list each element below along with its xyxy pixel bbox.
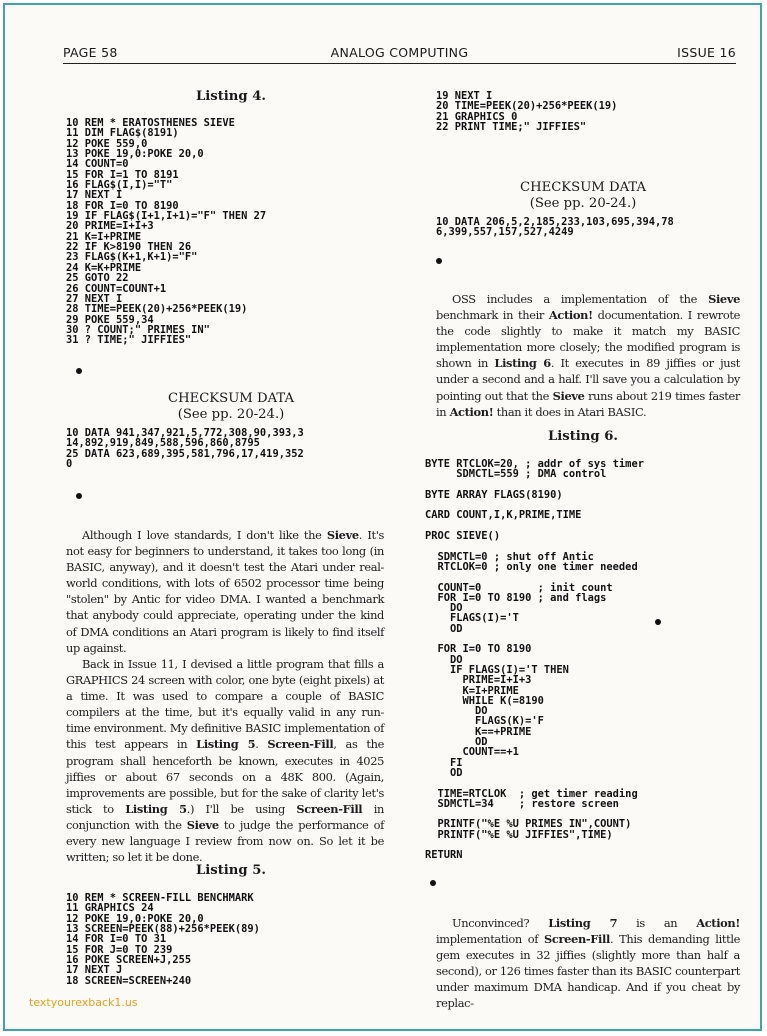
emphasis: Listing 6 xyxy=(494,356,551,371)
emphasis: Sieve xyxy=(708,292,740,306)
listing-4-title: Listing 4. xyxy=(196,89,266,104)
text-run: is an xyxy=(617,916,697,930)
checksum-4b-subtitle: (See pp. 20-24.) xyxy=(529,196,637,211)
bullet-1 xyxy=(76,368,82,374)
listing-6-title: Listing 6. xyxy=(548,429,618,444)
emphasis: Listing 5 xyxy=(196,737,256,752)
listing-6-code: BYTE RTCLOK=20, ; addr of sys timer SDMCTL=559 ; DMA control BYTE ARRAY FLAGS(8190) CARD COUNT,I,K,PRIME,TIME PROC SIEVE() SDMCTL=0 ; shut off Antic RTCLOK=0 ; only one timer needed COUNT=0 ; init count FOR I=0 TO 8190 ; and flags DO FLAGS(I)='T OD FOR I=0 TO 8190 DO IF FLAGS(I)='T THEN PRIME=I+I+3 K=I+PRIME WHILE K(=8190 DO FLAGS(K)='F K==+PRIME OD COUNT==+1 FI OD TIME=RTCLOK ; get timer reading SDMCTL=34 ; restore screen PRINTF("%E %U PRIMES IN",COUNT) PRINTF("%E %U JIFFIES",TIME) RETURN xyxy=(425,458,644,862)
bullet-5 xyxy=(430,880,436,886)
checksum-4-title: CHECKSUM DATA xyxy=(168,391,294,406)
text-run: .) I'll be using xyxy=(186,801,297,816)
text-run: than it does in Atari BASIC. xyxy=(493,404,647,419)
checksum-4-code: 10 DATA 941,347,921,5,772,308,90,393,3 14,892,919,849,588,596,860,8795 25 DATA 623,689,395,581,796,17,419,352 0 xyxy=(66,427,304,471)
magazine-title: ANALOG COMPUTING xyxy=(330,45,469,60)
emphasis: Sieve xyxy=(326,528,359,542)
bullet-2 xyxy=(76,493,82,499)
listing-4-continued-code: 19 NEXT I 20 TIME=PEEK(20)+256*PEEK(19) 21 GRAPHICS 0 22 PRINT TIME;" JIFFIES" xyxy=(436,90,618,134)
text-run: documentation. I rewrote the code slightly to make it match my BASIC implementation more closely; the modified program is shown in xyxy=(436,308,740,371)
emphasis: Action! xyxy=(548,308,593,323)
text-run: OSS includes a implementation of the xyxy=(452,292,709,306)
emphasis: Listing 7 xyxy=(548,916,618,930)
page-header xyxy=(63,45,736,64)
text-run: . xyxy=(255,737,268,752)
listing-5-code: 10 REM * SCREEN-FILL BENCHMARK 11 GRAPHICS 24 12 POKE 19,0:POKE 20,0 13 SCREEN=PEEK(88)+256*PEEK(89) 14 FOR I=0 TO 31 15 FOR J=0 TO 239 16 POKE SCREEN+J,255 17 NEXT J 18 SCREEN=SCREEN+240 xyxy=(66,892,260,987)
text-run: Although I love standards, I don't like the xyxy=(82,528,327,542)
text-run: . It executes in 89 jiffies or just under a second and a half. I'll save you a calculation by pointing out that the xyxy=(436,356,741,403)
emphasis: Listing 5 xyxy=(125,801,187,816)
emphasis: Action! xyxy=(696,916,741,930)
emphasis: Action! xyxy=(449,404,494,419)
text-run: . This demanding little gem executes in 32 jiffies (slightly more than half a second), or 126 times faster than its BASIC counterpart under maximum DMA handicap. And if you cheat by replac- xyxy=(436,932,741,1011)
text-run: . It's not easy for beginners to understand, it takes too long (in BASIC, anyway), and it doesn't test the Atari under real-world conditions, with lots of 6502 processor time being "stolen" by Antic for video DMA. I wanted a benchmark that anybody could appreciate, operating under the kind of DMA conditions an Atari program is likely to find itself up against. xyxy=(66,528,384,655)
page-number: PAGE 58 xyxy=(63,45,118,60)
text-run: in conjunction with the xyxy=(66,801,384,832)
text-run: to judge the performance of every new language I review from now on. So let it be written; so let it be done. xyxy=(66,817,384,865)
article-paragraph-2 xyxy=(66,656,384,865)
text-run: Unconvinced? xyxy=(452,916,549,930)
checksum-4-subtitle: (See pp. 20-24.) xyxy=(177,407,285,422)
bullet-3 xyxy=(436,258,442,264)
listing-5-title: Listing 5. xyxy=(196,863,266,878)
checksum-4b-code: 10 DATA 206,5,2,185,233,103,695,394,78 6,399,557,157,527,4249 xyxy=(436,216,674,239)
text-run: runs about 219 times faster in xyxy=(436,388,740,419)
emphasis: Screen-Fill xyxy=(296,801,363,816)
article-paragraph-3 xyxy=(436,291,740,420)
page-frame xyxy=(3,3,762,1031)
text-run: , as the program shall henceforth be known, executes in 4025 jiffies or about 67 seconds on a 48K 800. (Again, improvements are possible, but for the sake of clarity let's stick to xyxy=(66,737,385,816)
emphasis: Sieve xyxy=(552,388,585,403)
emphasis: Sieve xyxy=(186,817,219,832)
article-paragraph-4 xyxy=(436,915,740,1012)
bullet-4 xyxy=(655,619,661,625)
checksum-4b-title: CHECKSUM DATA xyxy=(520,180,646,195)
text-run: implementation of xyxy=(436,932,545,947)
text-run: benchmark in their xyxy=(436,308,549,323)
emphasis: Screen-Fill xyxy=(267,737,334,752)
issue-number: ISSUE 16 xyxy=(677,45,736,60)
article-paragraph-1 xyxy=(66,527,384,656)
emphasis: Screen-Fill xyxy=(544,932,610,947)
listing-4-code: 10 REM * ERATOSTHENES SIEVE 11 DIM FLAG$(8191) 12 POKE 559,0 13 POKE 19,0:POKE 20,0 14 COUNT=0 15 FOR I=1 TO 8191 16 FLAG$(I,I)="T" 17 NEXT I 18 FOR I=0 TO 8190 19 IF FLAG$(I+1,I+1)="F" THEN 27 20 PRIME=I+I+3 21 K=I+PRIME 22 IF K>8190 THEN 26 23 FLAG$(K+1,K+1)="F" 24 K=K+PRIME 25 GOTO 22 26 COUNT=COUNT+1 27 NEXT I 28 TIME=PEEK(20)+256*PEEK(19) 29 POKE 559,34 30 ? COUNT;" PRIMES IN" 31 ? TIME;" JIFFIES" xyxy=(66,117,267,347)
text-run: Back in Issue 11, I devised a little program that fills a GRAPHICS 24 screen with color, one byte (eight pixels) at a time. It was used to compare a couple of BASIC compilers at the time, but it's equally valid in any run-time environment. My definitive BASIC implementation of this test appears in xyxy=(66,657,384,752)
watermark: textyourexback1.us xyxy=(29,996,138,1009)
